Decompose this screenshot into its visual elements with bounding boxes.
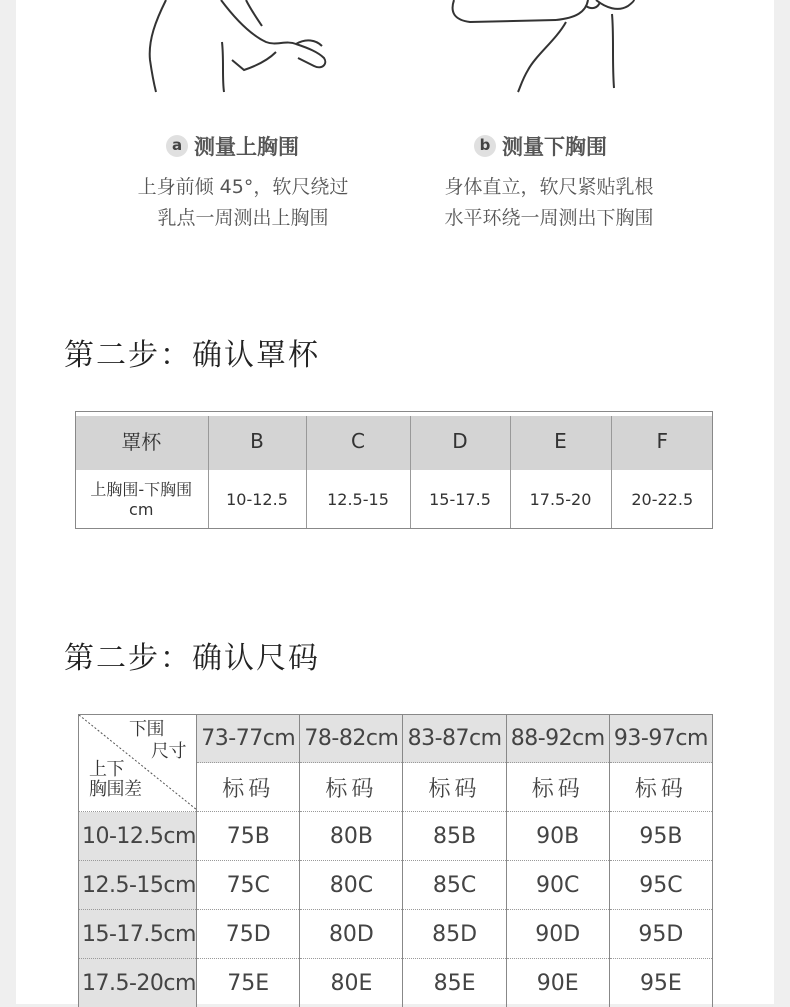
size-cell: 90E [506,959,609,1007]
size-cell: 85B [403,812,506,861]
measure-under-bust-line-1: 身体直立，软尺紧贴乳根 [424,172,674,203]
cup-section-heading: 第二步：确认罩杯 [64,330,320,374]
size-row-label: 10-12.5cm [79,812,197,861]
badge-b-icon: b [474,135,496,157]
table-row [79,910,713,959]
size-column-header: 73-77cm [197,715,300,763]
cup-value-cell: 17.5-20 [510,470,611,529]
size-column-header: 88-92cm [506,715,609,763]
size-section-heading: 第二步：确认尺码 [64,633,320,677]
cup-value-cell: 12.5-15 [306,470,410,529]
size-cell: 95D [609,910,712,959]
cup-row-label [75,470,208,529]
table-row [79,959,713,1007]
size-sub-label: 标码 [506,763,609,812]
size-cell: 85E [403,959,506,1007]
measure-upper-bust-label: 测量上胸围 [194,131,299,161]
measure-under-bust-illustration [436,0,666,100]
cup-header-cell: C [306,411,410,470]
size-cell: 75D [197,910,300,959]
cup-table-header-row [75,411,713,470]
size-cell: 95B [609,812,712,861]
cup-value-cell: 10-12.5 [208,470,306,529]
cup-header-cell: F [611,411,713,470]
corner-bottom-label-2: 胸围差 [89,781,142,799]
size-sub-label: 标码 [609,763,712,812]
size-cell: 75E [197,959,300,1007]
size-cell: 80D [300,910,403,959]
measure-under-bust-line-2: 水平环绕一周测出下胸围 [424,203,674,234]
cup-header-cell: B [208,411,306,470]
measure-upper-bust-description [118,172,368,234]
size-cell: 80B [300,812,403,861]
measure-upper-bust-title [166,131,299,161]
size-sub-label: 标码 [300,763,403,812]
size-row-label: 12.5-15cm [79,861,197,910]
cup-header-cell: E [510,411,611,470]
cup-value-cell: 15-17.5 [410,470,510,529]
corner-bottom-label-1: 上下 [89,761,124,779]
measure-upper-bust-line-1: 上身前倾 45°，软尺绕过 [118,172,368,203]
corner-top-label-2: 尺寸 [151,743,186,761]
cup-header-cell: D [410,411,510,470]
size-cell: 85D [403,910,506,959]
size-cell: 80E [300,959,403,1007]
measure-upper-bust-line-2: 乳点一周测出上胸围 [118,203,368,234]
size-row-label: 15-17.5cm [79,910,197,959]
size-guide-page [16,0,774,1004]
table-row [79,812,713,861]
size-cell: 90D [506,910,609,959]
size-sub-label: 标码 [403,763,506,812]
size-cell: 90C [506,861,609,910]
cup-row-label-line-2: cm [75,500,208,520]
cup-value-cell: 20-22.5 [611,470,713,529]
size-cell: 80C [300,861,403,910]
cup-table-value-row [75,470,713,529]
size-cell: 75B [197,812,300,861]
badge-a-icon: a [166,135,188,157]
measure-under-bust-description [424,172,674,234]
corner-top-label-1: 下围 [129,721,164,739]
size-table [78,714,713,1007]
size-column-header: 83-87cm [403,715,506,763]
size-column-header: 93-97cm [609,715,712,763]
cup-header-cell: 罩杯 [75,411,208,470]
table-row [79,861,713,910]
size-cell: 95C [609,861,712,910]
size-table-header-row [79,715,713,763]
size-cell: 85C [403,861,506,910]
size-table-corner-cell [79,715,197,812]
size-column-header: 78-82cm [300,715,403,763]
measure-under-bust-title [474,131,607,161]
measure-upper-bust-illustration [126,0,356,100]
size-cell: 90B [506,812,609,861]
measure-under-bust-label: 测量下胸围 [502,131,607,161]
size-cell: 75C [197,861,300,910]
size-cell: 95E [609,959,712,1007]
size-sub-label: 标码 [197,763,300,812]
size-row-label: 17.5-20cm [79,959,197,1007]
cup-table [75,411,713,529]
cup-row-label-line-1: 上胸围-下胸围 [75,480,208,500]
